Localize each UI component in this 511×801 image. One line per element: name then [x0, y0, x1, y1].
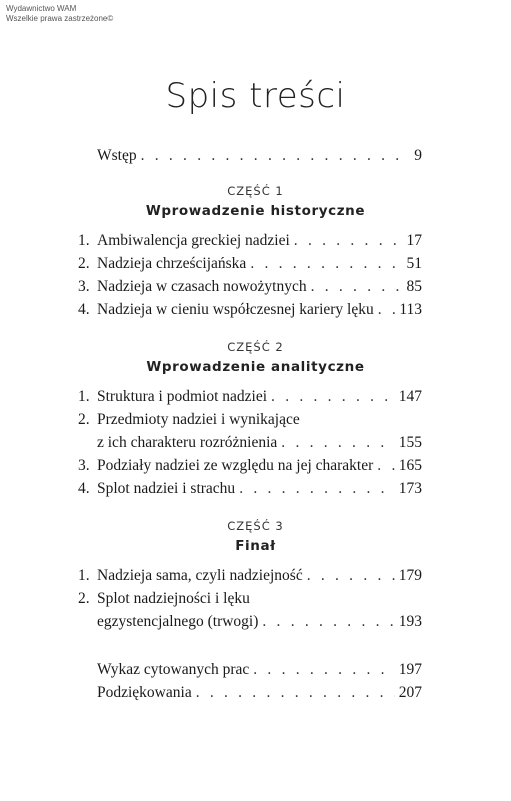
toc-entry-text: Podziały nadziei ze względu na jej charakter	[97, 457, 374, 474]
toc-entry	[78, 300, 422, 320]
toc-entry-number: 4.	[78, 301, 90, 318]
leader-dots	[307, 566, 395, 586]
part-title: Wprowadzenie historyczne	[145, 203, 366, 219]
toc-entry-number: 2.	[78, 590, 90, 607]
toc-entry	[78, 479, 422, 499]
toc-entry-text: Wykaz cytowanych prac	[97, 661, 250, 678]
leader-dots	[377, 456, 394, 476]
toc-entry	[78, 589, 422, 609]
toc-entry-text: Splot nadziejności i lęku	[97, 590, 250, 607]
toc-entry-text: Splot nadziei i strachu	[97, 480, 236, 497]
leader-dots	[250, 254, 402, 274]
toc-entry-text: z ich charakteru rozróżnienia	[97, 434, 278, 451]
toc-entry-page: 113	[399, 301, 422, 318]
toc-entry-text: Ambiwalencja greckiej nadziei	[97, 232, 290, 249]
toc-entry-page: 51	[406, 255, 422, 272]
toc-entry-page: 179	[398, 567, 422, 584]
toc-entry-text: Wstęp	[97, 147, 137, 164]
leader-dots	[196, 683, 395, 703]
leader-dots	[281, 433, 394, 453]
toc-entry-continuation	[97, 433, 422, 453]
toc-entry-page: 9	[414, 147, 422, 164]
leader-dots	[311, 277, 403, 297]
toc-entry-number: 1.	[78, 388, 90, 405]
toc-entry-page: 207	[398, 684, 422, 701]
watermark-publisher: Wydawnictwo WAM	[6, 4, 77, 13]
toc-entry-text: Nadzieja w cieniu współczesnej kariery lęku	[97, 301, 374, 318]
part-title: Wprowadzenie analityczne	[146, 359, 365, 375]
toc-entry-page: 165	[398, 457, 422, 474]
toc-entry-intro	[97, 146, 422, 166]
part-title: Finał	[235, 538, 276, 554]
toc-entry	[78, 254, 422, 274]
toc-entry-number: 2.	[78, 255, 90, 272]
part-label: CZĘŚĆ 2	[227, 340, 284, 354]
toc-entry-text: Nadzieja w czasach nowożytnych	[97, 278, 307, 295]
toc-entry-acknowledgements	[97, 683, 422, 703]
toc-entry-text: Struktura i podmiot nadziei	[97, 388, 268, 405]
toc-entry-number: 3.	[78, 457, 90, 474]
toc-entry-page: 85	[406, 278, 422, 295]
toc-entry-text: egzystencjalnego (trwogi)	[97, 613, 259, 630]
part-label: CZĘŚĆ 1	[227, 184, 284, 198]
leader-dots	[294, 231, 403, 251]
toc-entry-number: 1.	[78, 567, 90, 584]
leader-dots	[271, 387, 395, 407]
toc-entry-text: Podziękowania	[97, 684, 192, 701]
leader-dots	[239, 479, 395, 499]
part-label: CZĘŚĆ 3	[227, 519, 284, 533]
toc-entry-number: 3.	[78, 278, 90, 295]
toc-entry-page: 17	[406, 232, 422, 249]
toc-entry-number: 1.	[78, 232, 90, 249]
toc-entry	[78, 456, 422, 476]
toc-entry-text: Nadzieja sama, czyli nadziejność	[97, 567, 303, 584]
toc-entry	[78, 231, 422, 251]
toc-entry-page: 197	[398, 661, 422, 678]
toc-entry-page: 193	[398, 613, 422, 630]
leader-dots	[141, 146, 411, 166]
toc-entry	[78, 277, 422, 297]
toc-entry-text: Nadzieja chrześcijańska	[97, 255, 247, 272]
toc-entry-continuation	[97, 612, 422, 632]
leader-dots	[378, 300, 396, 320]
toc-entry-number: 4.	[78, 480, 90, 497]
toc-entry-bibliography	[97, 660, 422, 680]
watermark-rights: Wszelkie prawa zastrzeżone©	[6, 14, 114, 23]
toc-entry	[78, 410, 422, 430]
toc-entry	[78, 566, 422, 586]
leader-dots	[262, 612, 394, 632]
toc-entry-page: 147	[398, 388, 422, 405]
toc-entry	[78, 387, 422, 407]
toc-entry-page: 155	[398, 434, 422, 451]
page-title: Spis treści	[165, 76, 346, 116]
toc-entry-text: Przedmioty nadziei i wynikające	[97, 411, 300, 428]
leader-dots	[253, 660, 394, 680]
toc-entry-page: 173	[398, 480, 422, 497]
toc-entry-number: 2.	[78, 411, 90, 428]
